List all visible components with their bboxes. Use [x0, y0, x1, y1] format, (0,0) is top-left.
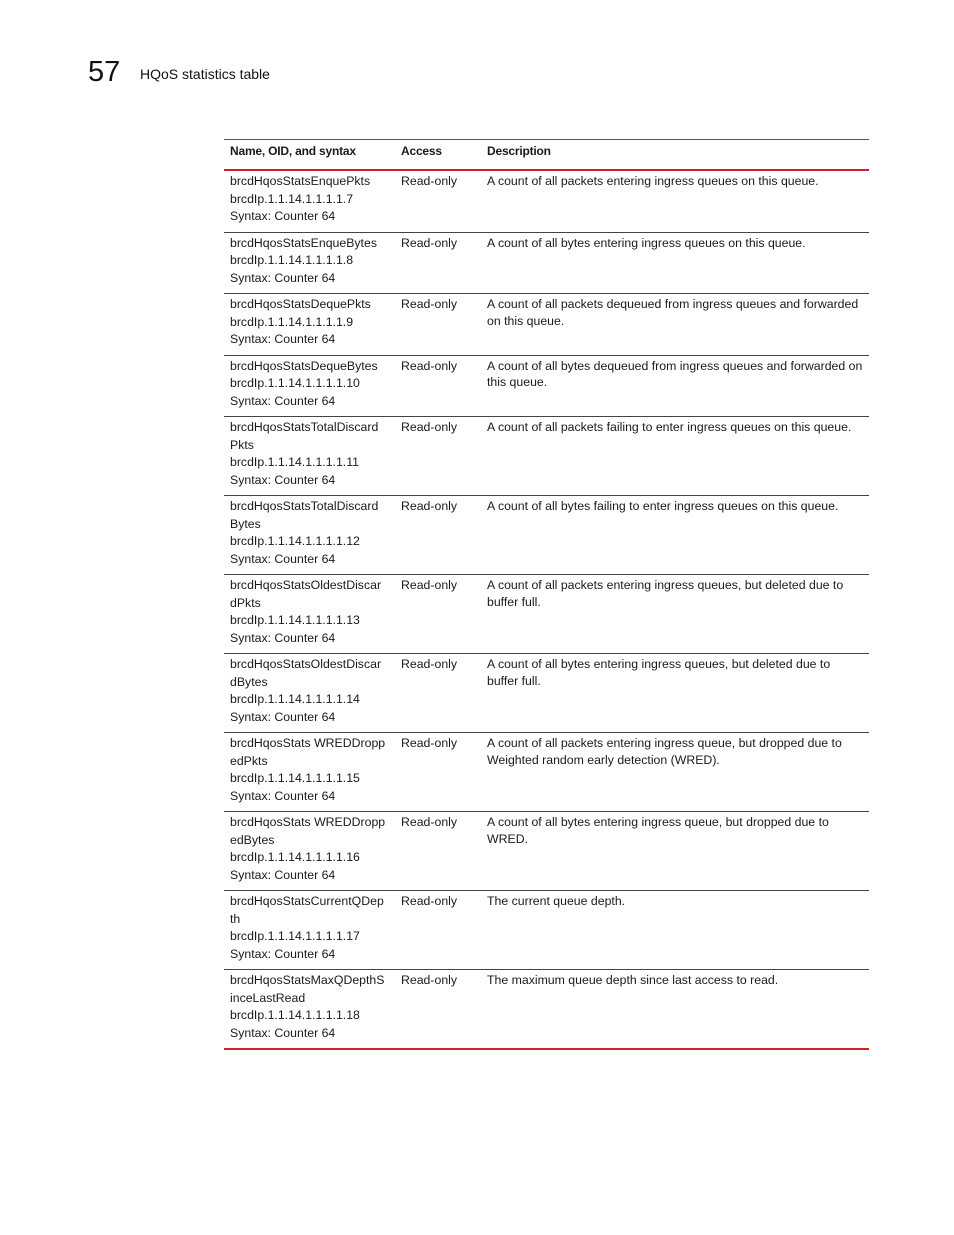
cell-name-oid-syntax: [224, 891, 395, 970]
table-row: [224, 891, 869, 970]
table-row: [224, 654, 869, 733]
column-header-name: Name, OID, and syntax: [230, 144, 356, 158]
cell-name-oid-syntax: [224, 575, 395, 654]
cell-name-oid-syntax: [224, 294, 395, 356]
cell-access: Read-only: [401, 297, 458, 311]
object-syntax: Syntax: Counter 64: [230, 332, 336, 346]
object-name: brcdHqosStatsOldestDiscar dPkts: [230, 578, 382, 610]
cell-description: A count of all packets entering ingress queue, but dropped due to Weighted random early detection (WRED).: [487, 736, 842, 767]
table-row: [224, 812, 869, 891]
object-oid: brcdIp.1.1.14.1.1.1.1.18: [230, 1008, 360, 1022]
cell-name-oid-syntax: [224, 654, 395, 733]
cell-name-oid-syntax: [224, 970, 395, 1050]
object-syntax: Syntax: Counter 64: [230, 867, 336, 882]
object-name: brcdHqosStatsEnquePkts: [230, 174, 371, 188]
cell-name-oid-syntax: [224, 812, 395, 891]
cell-description: A count of all bytes entering ingress queues, but deleted due to buffer full.: [487, 657, 831, 688]
cell-name-oid-syntax: [224, 733, 395, 812]
object-syntax: Syntax: Counter 64: [230, 551, 336, 566]
column-header-access: Access: [401, 144, 442, 158]
table-row: [224, 170, 869, 232]
table-row: [224, 417, 869, 496]
object-name: brcdHqosStatsEnqueBytes: [230, 235, 377, 250]
table-header-row: [224, 140, 869, 171]
chapter-title: HQoS statistics table: [140, 66, 270, 82]
cell-access: Read-only: [401, 235, 458, 250]
object-syntax: Syntax: Counter 64: [230, 1025, 336, 1040]
object-syntax: Syntax: Counter 64: [230, 472, 336, 487]
cell-access: Read-only: [401, 358, 458, 373]
cell-description: A count of all packets entering ingress queues, but deleted due to buffer full.: [487, 578, 844, 609]
cell-name-oid-syntax: [224, 170, 395, 232]
object-name: brcdHqosStats WREDDroppedPkts: [230, 736, 386, 768]
table-row: [224, 496, 869, 575]
object-syntax: Syntax: Counter 64: [230, 709, 336, 724]
object-oid: brcdIp.1.1.14.1.1.1.1.9: [230, 314, 354, 329]
object-syntax: Syntax: Counter 64: [230, 209, 336, 223]
chapter-number: 57: [88, 56, 121, 88]
object-oid: brcdIp.1.1.14.1.1.1.1.14: [230, 692, 360, 706]
object-syntax: Syntax: Counter 64: [230, 946, 336, 961]
cell-description: A count of all packets dequeued from ingress queues and forwarded on this queue.: [487, 297, 859, 328]
table-row: [224, 294, 869, 356]
cell-access: Read-only: [401, 736, 458, 750]
object-oid: brcdIp.1.1.14.1.1.1.1.10: [230, 376, 360, 390]
object-syntax: Syntax: Counter 64: [230, 630, 336, 645]
cell-name-oid-syntax: [224, 355, 395, 417]
cell-access: Read-only: [401, 815, 458, 829]
object-syntax: Syntax: Counter 64: [230, 393, 336, 408]
cell-description: A count of all bytes entering ingress queues on this queue.: [487, 235, 806, 250]
table-row: [224, 733, 869, 812]
cell-access: Read-only: [401, 174, 458, 188]
cell-description: The maximum queue depth since last access to read.: [487, 973, 779, 987]
cell-description: A count of all packets entering ingress queues on this queue.: [487, 174, 819, 188]
object-oid: brcdIp.1.1.14.1.1.1.1.13: [230, 613, 360, 627]
cell-name-oid-syntax: [224, 496, 395, 575]
object-name: brcdHqosStatsDequePkts: [230, 297, 371, 311]
table-body: [224, 170, 869, 1049]
cell-access: Read-only: [401, 894, 458, 908]
object-name: brcdHqosStatsCurrentQDep th: [230, 894, 384, 926]
table-row: [224, 970, 869, 1050]
object-oid: brcdIp.1.1.14.1.1.1.1.12: [230, 534, 360, 548]
object-oid: brcdIp.1.1.14.1.1.1.1.16: [230, 850, 360, 864]
object-name: brcdHqosStatsTotalDiscard Bytes: [230, 499, 379, 531]
cell-description: The current queue depth.: [487, 894, 626, 908]
cell-description: A count of all bytes entering ingress queue, but dropped due to WRED.: [487, 815, 829, 846]
object-name: brcdHqosStatsMaxQDepthS inceLastRead: [230, 973, 385, 1005]
object-syntax: Syntax: Counter 64: [230, 270, 336, 285]
object-name: brcdHqosStatsTotalDiscard Pkts: [230, 420, 379, 452]
table-row: [224, 232, 869, 294]
object-oid: brcdIp.1.1.14.1.1.1.1.17: [230, 929, 360, 943]
cell-access: Read-only: [401, 499, 458, 513]
cell-access: Read-only: [401, 657, 458, 671]
object-name: brcdHqosStatsDequeBytes: [230, 358, 378, 373]
column-header-description: Description: [487, 144, 551, 158]
cell-access: Read-only: [401, 578, 458, 592]
cell-access: Read-only: [401, 973, 458, 987]
object-oid: brcdIp.1.1.14.1.1.1.1.15: [230, 771, 360, 785]
cell-name-oid-syntax: [224, 232, 395, 294]
cell-description: A count of all packets failing to enter ingress queues on this queue.: [487, 420, 852, 434]
object-name: brcdHqosStats WREDDroppedBytes: [230, 815, 386, 847]
object-name: brcdHqosStatsOldestDiscar dBytes: [230, 657, 382, 689]
cell-name-oid-syntax: [224, 417, 395, 496]
table-row: [224, 575, 869, 654]
cell-access: Read-only: [401, 420, 458, 434]
hqos-statistics-table: [224, 139, 869, 1050]
cell-description: A count of all bytes dequeued from ingress queues and forwarded on this queue.: [487, 358, 863, 389]
object-oid: brcdIp.1.1.14.1.1.1.1.7: [230, 191, 354, 206]
table-row: [224, 355, 869, 417]
object-syntax: Syntax: Counter 64: [230, 788, 336, 803]
cell-description: A count of all bytes failing to enter ingress queues on this queue.: [487, 499, 839, 513]
object-oid: brcdIp.1.1.14.1.1.1.1.8: [230, 253, 354, 267]
object-oid: brcdIp.1.1.14.1.1.1.1.11: [230, 455, 359, 469]
